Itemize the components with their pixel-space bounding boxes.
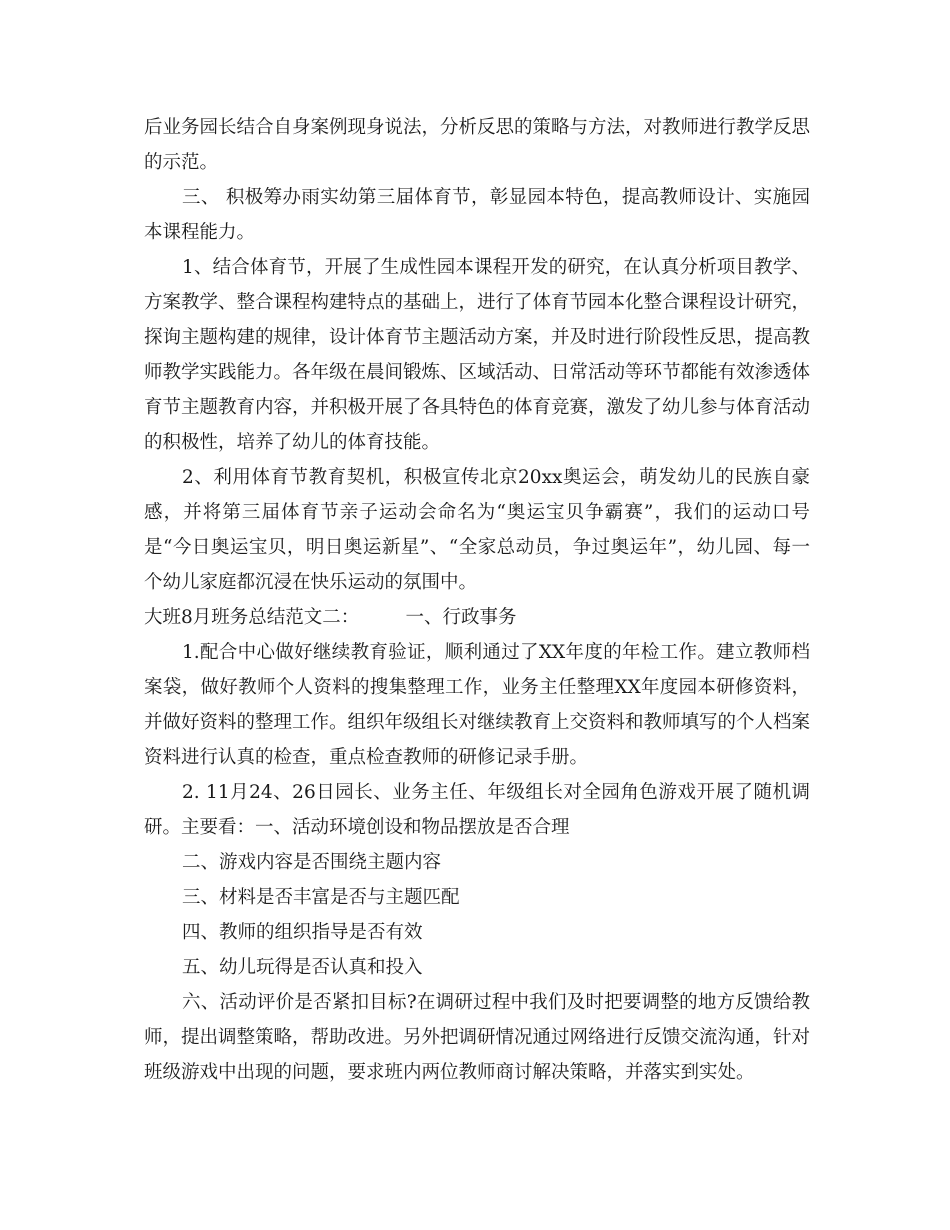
paragraph-4: 2、利用体育节教育契机，积极宣传北京20xx奥运会，萌发幼儿的民族自豪感，并将第三届体育节亲子运动会命名为“奥运宝贝争霸赛”，我们的运动口号是“今日奥运宝贝，明日奥运新星”、“全家总动员，争过奥运年”，幼儿园、每一个幼儿家庭都沉浸在快乐运动的氛围中。 xyxy=(144,467,810,593)
paragraph-2-section-heading: 三、 积极筹办雨实幼第三届体育节，彰显园本特色，提高教师设计、实施园本课程能力。 xyxy=(144,187,810,243)
list-item-4: 四、教师的组织指导是否有效 xyxy=(182,922,423,943)
list-item-6: 六、活动评价是否紧扣目标?在调研过程中我们及时把要调整的地方反馈给教师，提出调整策略，帮助改进。另外把调研情况通过网络进行反馈交流沟通，针对班级游戏中出现的问题，要求班内两位教师商讨解决策略，并落实到实处。 xyxy=(144,992,811,1083)
list-item-5: 五、幼儿玩得是否认真和投入 xyxy=(182,957,423,978)
paragraph-3: 1、结合体育节，开展了生成性园本课程开发的研究，在认真分析项目教学、方案教学、整合课程构建特点的基础上，进行了体育节园本化整合课程设计研究，探询主题构建的规律，设计体育节主题活动方案，并及时进行阶段性反思，提高教师教学实践能力。各年级在晨间锻炼、区域活动、日常活动等环节都能有效渗透体育节主题教育内容，并积极开展了各具特色的体育竞赛，激发了幼儿参与体育活动的积极性，培养了幼儿的体育技能。 xyxy=(144,257,811,453)
paragraph-7: 2. 11月24、26日园长、业务主任、年级组长对全园角色游戏开展了随机调研。主要看：一、活动环境创设和物品摆放是否合理 xyxy=(144,782,810,838)
paragraph-1: 后业务园长结合自身案例现身说法，分析反思的策略与方法，对教师进行教学反思的示范。 xyxy=(144,117,811,173)
paragraph-6: 1.配合中心做好继续教育验证，顺利通过了XX年度的年检工作。建立教师档案袋，做好教师个人资料的搜集整理工作，业务主任整理XX年度园本研修资料，并做好资料的整理工作。组织年级组长对继续教育上交资料和教师填写的个人档案资料进行认真的检查，重点检查教师的研修记录手册。 xyxy=(144,642,811,768)
document-body xyxy=(144,110,810,1090)
list-item-2: 二、游戏内容是否围绕主题内容 xyxy=(182,852,442,873)
list-item-3: 三、材料是否丰富是否与主题匹配 xyxy=(182,887,460,908)
paragraph-5-article-heading: 大班8月班务总结范文二： 一、行政事务 xyxy=(144,607,517,628)
